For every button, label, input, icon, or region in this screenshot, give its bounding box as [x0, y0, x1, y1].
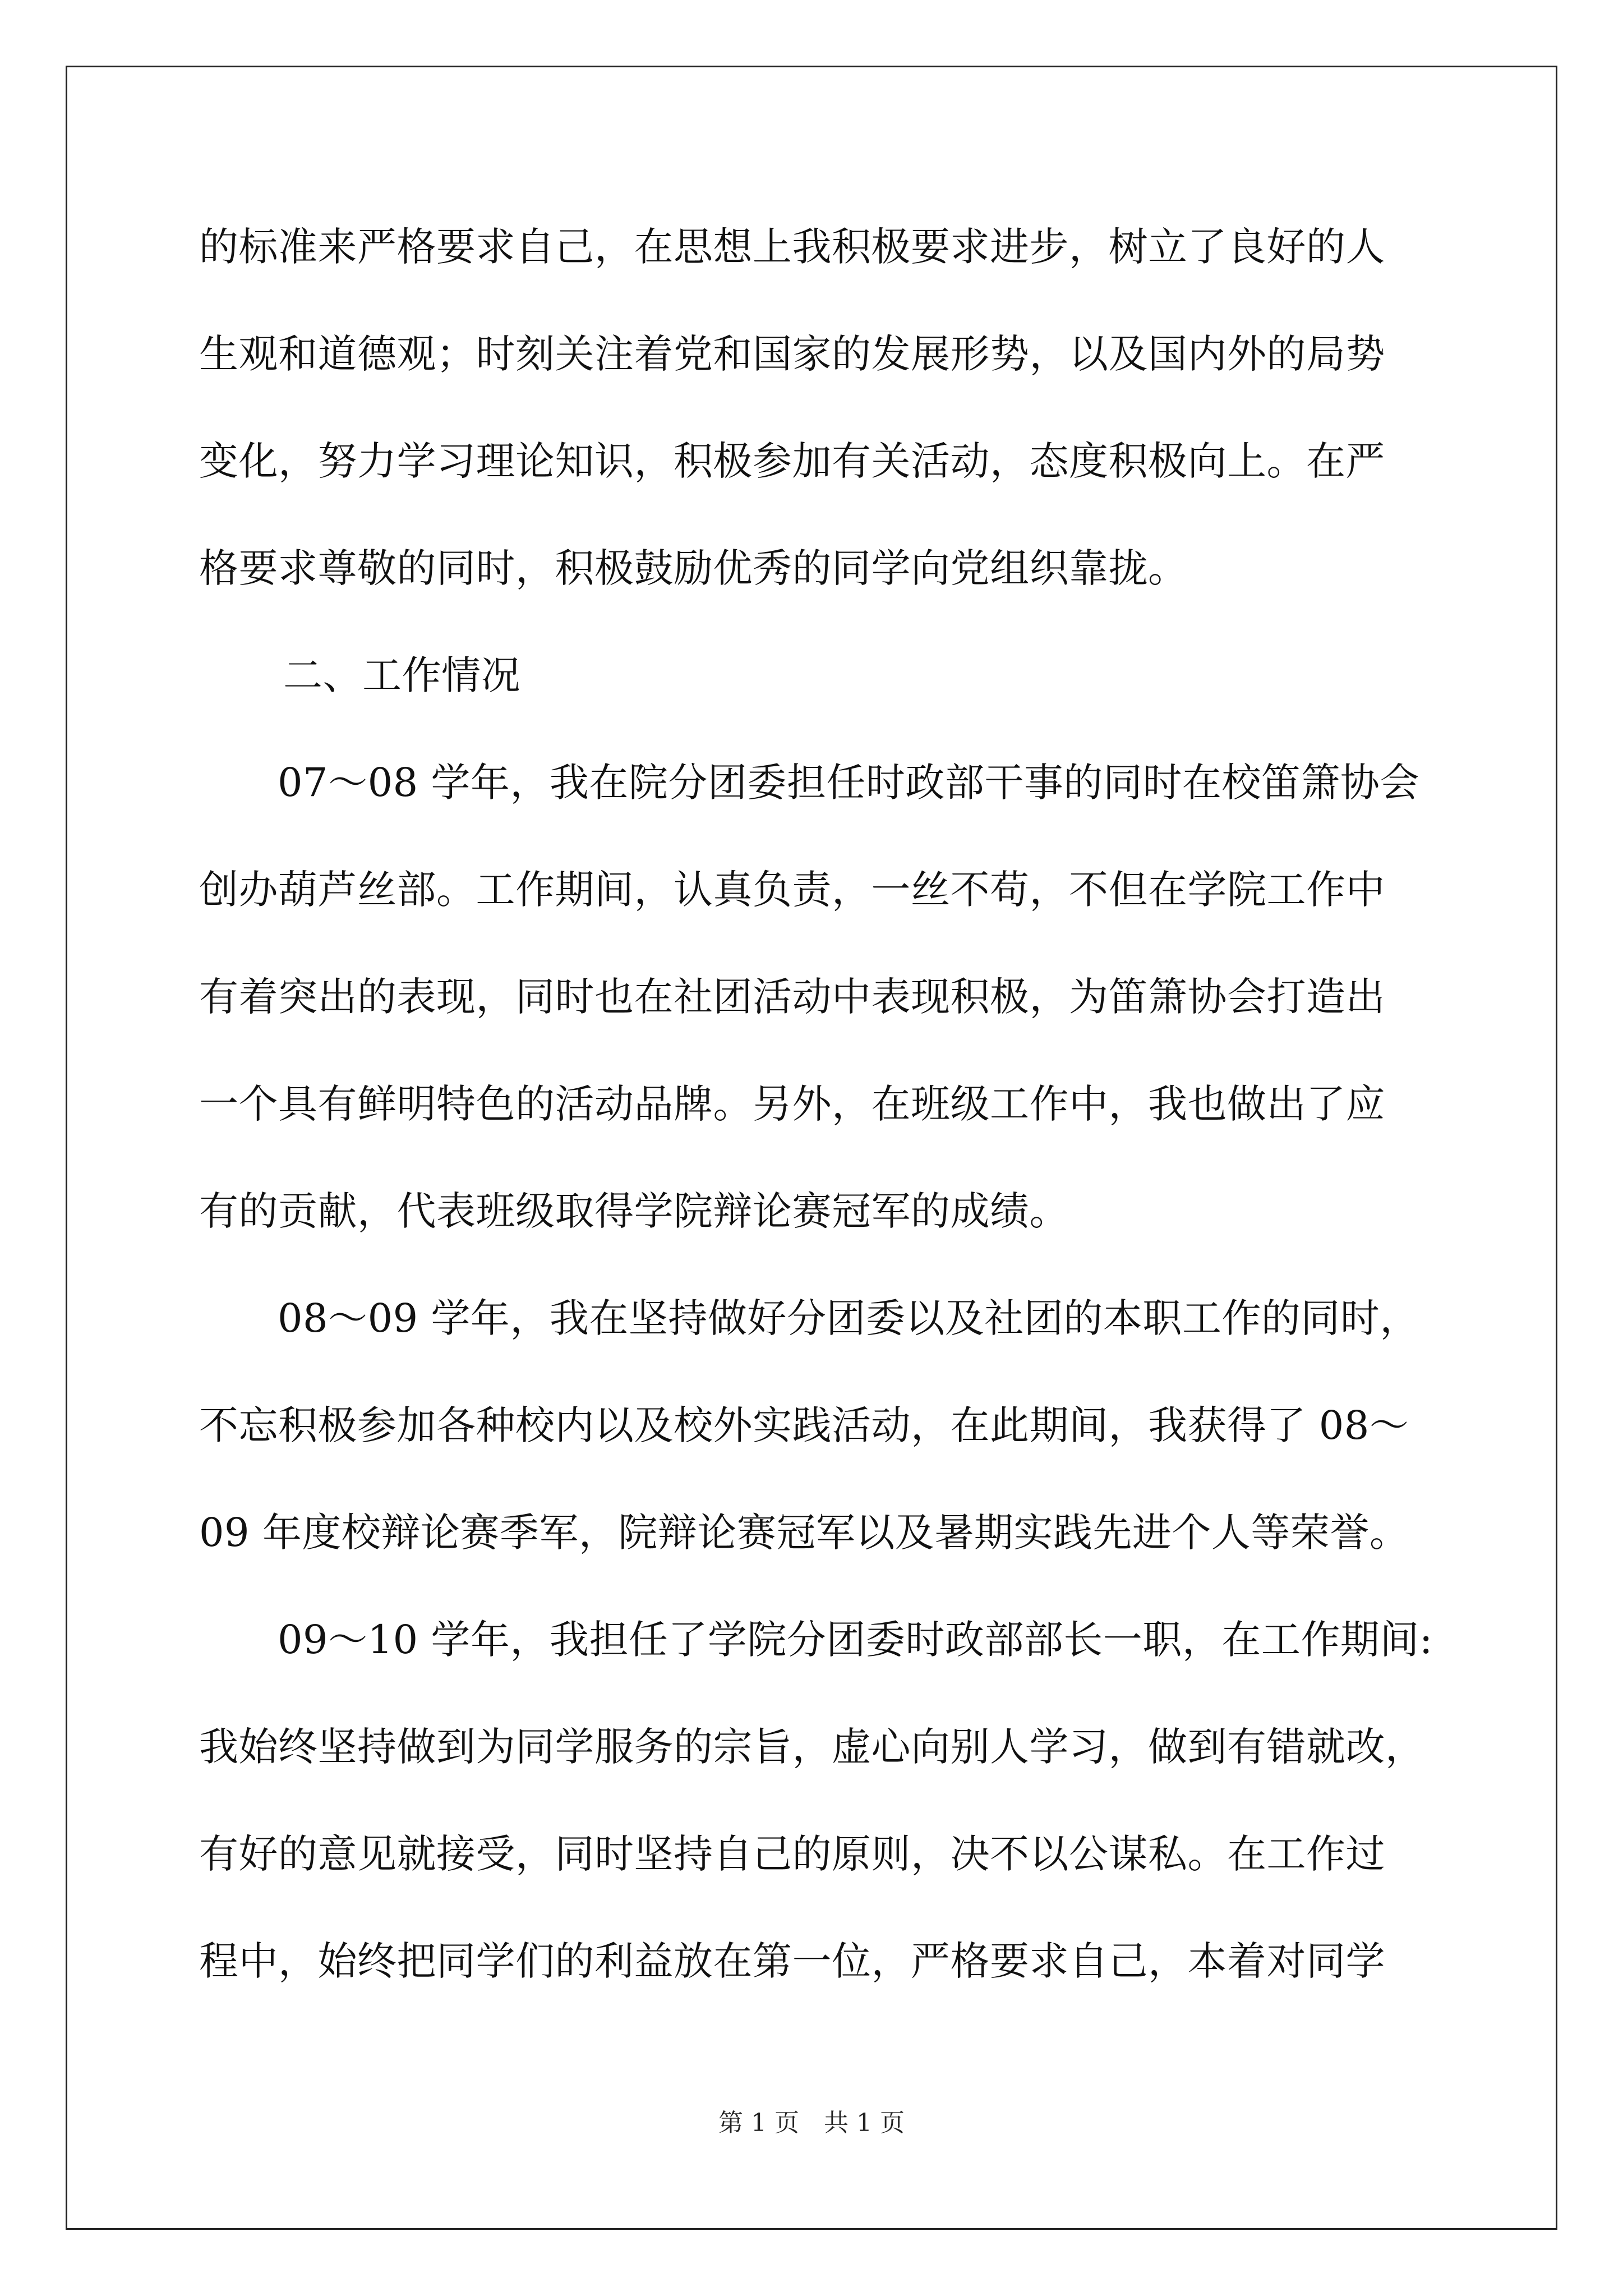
text-line: 一个具有鲜明特色的活动品牌。另外，在班级工作中，我也做出了应 [199, 1081, 1385, 1127]
section-heading: 二、工作情况 [283, 652, 520, 698]
text-line: 创办葫芦丝部。工作期间，认真负责，一丝不苟，不但在学院工作中 [199, 867, 1385, 913]
text-line: 的标准来严格要求自己，在思想上我积极要求进步，树立了良好的人 [199, 224, 1385, 270]
text-line: 生观和道德观；时刻关注着党和国家的发展形势，以及国内外的局势 [199, 331, 1385, 377]
paragraph-first-line: 09～10 学年，我担任了学院分团委时政部部长一职，在工作期间: [278, 1617, 1433, 1663]
text-line: 变化，努力学习理论知识，积极参加有关活动，态度积极向上。在严 [199, 438, 1385, 484]
text-line: 有好的意见就接受，同时坚持自己的原则，决不以公谋私。在工作过 [199, 1831, 1385, 1877]
paragraph-first-line: 07～08 学年，我在院分团委担任时政部干事的同时在校笛箫协会 [278, 760, 1419, 806]
text-line: 程中，始终把同学们的利益放在第一位，严格要求自己，本着对同学 [199, 1938, 1385, 1984]
text-line: 09 年度校辩论赛季军，院辩论赛冠军以及暑期实践先进个人等荣誉。 [199, 1510, 1409, 1556]
text-line: 有着突出的表现，同时也在社团活动中表现积极，为笛箫协会打造出 [199, 974, 1385, 1020]
text-line: 不忘积极参加各种校内以及校外实践活动，在此期间，我获得了 08～ [199, 1402, 1409, 1448]
text-line: 格要求尊敬的同时，积极鼓励优秀的同学向党组织靠拢。 [199, 545, 1188, 591]
text-line: 我始终坚持做到为同学服务的宗旨，虚心向别人学习，做到有错就改， [199, 1724, 1425, 1770]
paragraph-first-line: 08～09 学年，我在坚持做好分团委以及社团的本职工作的同时， [278, 1295, 1419, 1341]
text-line: 有的贡献，代表班级取得学院辩论赛冠军的成绩。 [199, 1188, 1069, 1234]
page-number-footer: 第 1 页 共 1 页 [718, 2109, 905, 2137]
